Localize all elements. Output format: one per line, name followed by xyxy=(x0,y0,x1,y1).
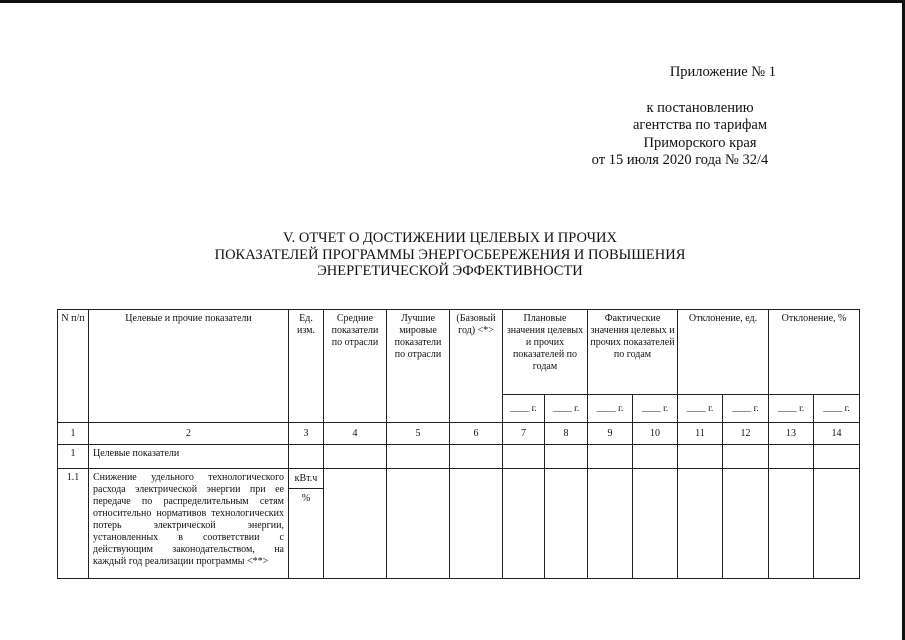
annex-block xyxy=(591,64,880,170)
period-planned-2: ____ г. xyxy=(545,395,588,423)
cell-empty xyxy=(723,445,769,469)
row-number: 1 xyxy=(58,445,89,469)
report-table xyxy=(57,309,860,579)
annex-line-2: агентства по тарифам xyxy=(633,117,767,133)
cell-empty xyxy=(769,469,814,579)
cell-unit xyxy=(289,445,324,469)
col-number-10: 10 xyxy=(633,423,678,445)
title-line-3: ЭНЕРГЕТИЧЕСКОЙ ЭФФЕКТИВНОСТИ xyxy=(317,263,583,279)
period-dev-units-2: ____ г. xyxy=(723,395,769,423)
header-deviation-units: Отклонение, ед. xyxy=(678,310,769,395)
unit-percent: % xyxy=(301,493,311,504)
col-number-12: 12 xyxy=(723,423,769,445)
table-row xyxy=(58,445,860,469)
title-line-1: V. ОТЧЕТ О ДОСТИЖЕНИИ ЦЕЛЕВЫХ И ПРОЧИХ xyxy=(283,230,617,246)
header-planned-values: Плановые значения целевых и прочих показателей по годам xyxy=(503,310,588,395)
title-line-2: ПОКАЗАТЕЛЕЙ ПРОГРАММЫ ЭНЕРГОСБЕРЕЖЕНИЯ И ПОВЫШЕНИЯ xyxy=(214,246,686,263)
cell-empty xyxy=(324,469,387,579)
header-world-best: Лучшие мировые показатели по отрасли xyxy=(387,310,450,423)
col-number-5: 5 xyxy=(387,423,450,445)
header-base-year: (Базовый год) <*> xyxy=(450,310,503,423)
cell-empty xyxy=(450,445,503,469)
annex-line-1: к постановлению xyxy=(646,99,754,116)
column-number-row xyxy=(58,423,860,445)
cell-empty xyxy=(503,469,545,579)
header-industry-average: Средние показатели по отрасли xyxy=(324,310,387,423)
annex-line-3: Приморского края xyxy=(643,134,757,151)
annex-line-4: от 15 июля 2020 года № 32/4 xyxy=(591,152,769,168)
cell-empty xyxy=(545,469,588,579)
cell-empty xyxy=(387,445,450,469)
col-number-11: 11 xyxy=(678,423,723,445)
cell-empty xyxy=(503,445,545,469)
period-planned-1: ____ г. xyxy=(503,395,545,423)
header-deviation-percent: Отклонение, % xyxy=(769,310,860,395)
cell-empty xyxy=(387,469,450,579)
document-title xyxy=(150,230,750,280)
table-row xyxy=(58,469,860,579)
cell-unit xyxy=(289,469,324,579)
cell-empty xyxy=(769,445,814,469)
period-actual-2: ____ г. xyxy=(633,395,678,423)
cell-empty xyxy=(723,469,769,579)
col-number-1: 1 xyxy=(58,423,89,445)
cell-empty xyxy=(633,469,678,579)
header-actual-values: Фактические значения целевых и прочих показателей по годам xyxy=(588,310,678,395)
cell-empty xyxy=(633,445,678,469)
cell-empty xyxy=(588,469,633,579)
period-dev-pct-1: ____ г. xyxy=(769,395,814,423)
period-dev-units-1: ____ г. xyxy=(678,395,723,423)
cell-empty xyxy=(678,469,723,579)
row-label: Снижение удельного технологического расхода электрической энергии при ее передаче по распределительным сетям относительно нормативов технологических потерь электрической энергии, установленных в соответствии с действующим законодательством, на каждый год реализации программы <**> xyxy=(89,469,289,579)
col-number-14: 14 xyxy=(814,423,860,445)
header-row-main xyxy=(58,310,860,395)
cell-empty xyxy=(814,469,860,579)
unit-kwh: кВт.ч xyxy=(289,473,323,489)
cell-empty xyxy=(324,445,387,469)
annex-title: Приложение № 1 xyxy=(669,64,776,80)
col-number-9: 9 xyxy=(588,423,633,445)
annex-reference xyxy=(591,99,880,170)
header-indicators: Целевые и прочие показатели xyxy=(89,310,289,423)
header-num: N п/п xyxy=(58,310,89,423)
row-number: 1.1 xyxy=(58,469,89,579)
cell-empty xyxy=(588,445,633,469)
row-label: Целевые показатели xyxy=(89,445,289,469)
cell-empty xyxy=(545,445,588,469)
col-number-8: 8 xyxy=(545,423,588,445)
col-number-13: 13 xyxy=(769,423,814,445)
page-border-top xyxy=(0,0,905,3)
cell-empty xyxy=(678,445,723,469)
col-number-7: 7 xyxy=(503,423,545,445)
col-number-4: 4 xyxy=(324,423,387,445)
period-actual-1: ____ г. xyxy=(588,395,633,423)
col-number-6: 6 xyxy=(450,423,503,445)
cell-empty xyxy=(450,469,503,579)
col-number-3: 3 xyxy=(289,423,324,445)
col-number-2: 2 xyxy=(89,423,289,445)
period-dev-pct-2: ____ г. xyxy=(814,395,860,423)
cell-empty xyxy=(814,445,860,469)
header-unit: Ед. изм. xyxy=(289,310,324,423)
